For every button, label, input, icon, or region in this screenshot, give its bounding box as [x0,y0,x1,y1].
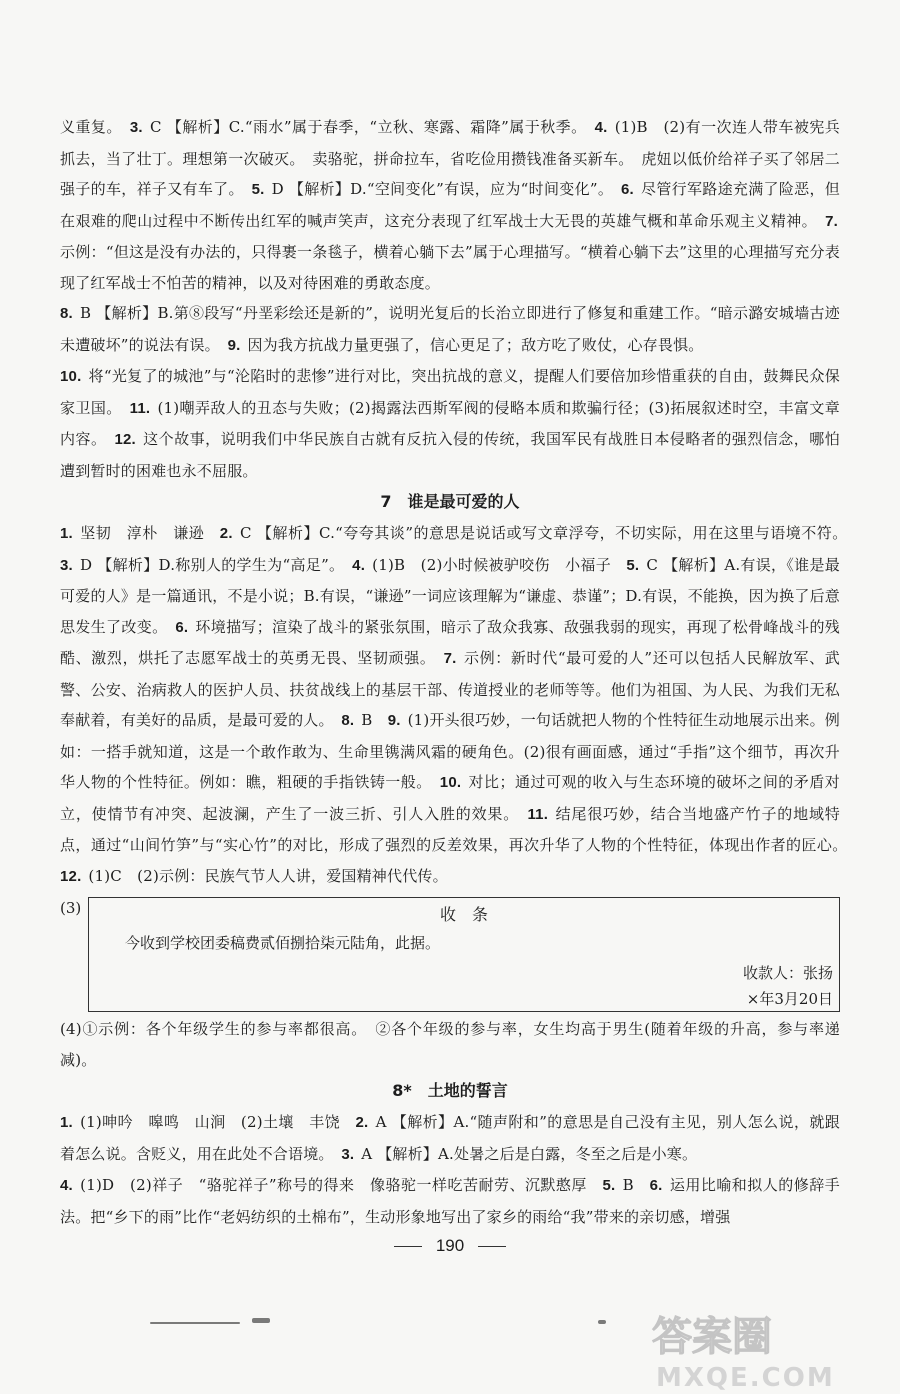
section-heading: 7 谁是最可爱的人 [380,492,520,511]
question-number: 6. [621,181,634,198]
answer-text: C 【解析】C.“夸夸其谈”的意思是说话或写文章浮夸，不切实际，用在这里与语境不符。 [234,524,856,542]
question-number: 12. [114,431,136,448]
question-number: 7. [825,212,838,230]
answer-text: (1)B (2)小时候被驴咬伤 小福子 [367,555,627,574]
answer-text: (4)①示例：各个年级学生的参与率都很高。 ②各个年级的参与率，女生均高于男生(随着年级的升高，参与率递减)。 [60,1020,840,1069]
answer-text: (1)C (2)示例：民族气节人人讲，爱国精神代代传。 [83,866,448,885]
question-number: 5. [602,1177,616,1194]
answer-text: (1)开头很巧妙，一句话就把人物的个性特征生动地展示出来。例如：一搭手就知道，这是一个敢作敢为、生命里镌满风霜的硬角色。(2)很有画面感，通过“手指”这个细节，再次升华人物的个性特征。例如：瞧，粗硬的手指铁铸一般。 [60,711,840,791]
receipt-date: ×年3月20日 [746,990,833,1008]
answer-text: 这个故事，说明我们中华民族自古就有反抗入侵的传统，我国军民有战胜日本侵略者的强烈信念，哪怕遭到暂时的困难也永不屈服。 [60,430,840,480]
watermark-logo [646,1306,886,1390]
answer-paragraph [60,518,856,892]
answer-text: 义重复。 [60,118,130,136]
question-number: 2. [355,1114,369,1131]
answer-text: (1)呻吟 嗥鸣 山涧 (2)土壤 丰饶 [74,1113,356,1131]
question-number: 4. [594,119,608,136]
question-number: 2. [219,525,233,542]
receipt-row [60,897,840,1014]
question-number: 3. [341,1145,355,1163]
question-number: 10. [60,368,82,385]
question-number: 10. [439,774,462,791]
scan-smudge [598,1320,606,1324]
question-number: 8. [341,712,355,729]
question-number: 3. [60,556,73,574]
answer-text: B 【解析】B.第⑧段写“丹垩彩绘还是新的”，说明光复后的长治立即进行了修复和重建工作。“暗示潞安城墙古迹未遭破坏”的说法有误。 [60,304,840,354]
answer-text: 运用比喻和拟人的修辞手法。把“乡下的雨”比作“老妈纺织的土棉布”，生动形象地写出了家乡的雨给“我”带来的亲切感，增强 [60,1176,840,1226]
question-number: 5. [626,556,640,574]
question-number: 11. [527,805,549,823]
answer-text: 对比；通过可观的收入与生态环境的破坏之间的矛盾对立，使情节有冲突、起波澜，产生了一波三折、引人入胜的效果。 [60,773,840,823]
question-number: 9. [227,336,241,354]
question-number: 6. [649,1177,663,1194]
answer-text: D 【解析】D.称别人的学生为“高足”。 [74,555,353,574]
answer-text: 尽管行军路途充满了险恶，但在艰难的爬山过程中不断传出红军的喊声笑声，这充分表现了红军战士大无畏的英雄气概和革命乐观主义精神。 [60,180,841,230]
answer-paragraph [60,1170,840,1232]
question-number: 3. [129,119,143,136]
answer-paragraph [60,298,840,361]
answer-text: (1)嘲弄敌人的丑态与失败；(2)揭露法西斯军阀的侵略本质和欺骗行径；(3)拓展叙述时空，丰富文章内容。 [60,398,840,448]
question-number: 1. [60,1114,73,1131]
answer-paragraph [60,361,840,486]
answer-text: B [617,1176,650,1194]
page-number: 190 [435,1236,465,1255]
question-number: 4. [352,556,366,574]
watermark-top-text: 答案圈 [652,1314,772,1360]
answer-paragraph [60,1014,840,1075]
question-number: 8. [60,305,73,322]
answer-paragraph [60,1107,840,1170]
answer-text: B [356,711,388,729]
receipt-body: 今收到学校团委稿费贰佰捌拾柒元陆角，此据。 [125,934,441,952]
answer-text: 因为我方抗战力量更强了，信心更足了；敌方吃了败仗，心存畏惧。 [242,335,704,354]
question-number: 6. [175,618,189,636]
watermark-bottom-text: MXQE.COM [656,1363,835,1390]
answer-paragraph [60,112,840,298]
question-number: 5. [251,181,265,198]
page-number-footer [0,1236,900,1256]
answer-text: A 【解析】A.“随声附和”的意思是自己没有主见，别人怎么说，就跟着怎么说。含贬义，用在此处不合语境。 [60,1113,840,1163]
question-number: 9. [387,712,401,729]
answer-content [60,112,856,1232]
answer-text: C 【解析】A.有误，《谁是最可爱的人》是一篇通讯，不是小说；B.有误，“谦逊”一词应该理解为“谦虚、恭谨”；D.有误，不能换，因为换了后意思发生了改变。 [60,555,840,636]
scan-smudge [150,1322,240,1324]
answer-text: A 【解析】A.处暑之后是白露，冬至之后是小寒。 [356,1144,698,1163]
answer-text: C 【解析】C.“雨水”属于春季，“立秋、寒露、霜降”属于秋季。 [144,118,595,136]
right-dash [478,1246,506,1247]
answer-text: 示例：新时代“最可爱的人”还可以包括人民解放军、武警、公安、治病救人的医护人员、扶贫战线上的基层干部、传道授业的老师等等。他们为祖国、为人民、为我们无私奉献着，有美好的品质，是最可爱的人。 [60,649,840,729]
answer-text: 示例：“但这是没有办法的，只得裹一条毯子，横着心躺下去”属于心理描写。“横着心躺下去”这里的心理描写充分表现了红军战士不怕苦的精神，以及对待困难的勇敢态度。 [60,243,840,292]
answer-text: 环境描写；渲染了战斗的紧张氛围，暗示了敌众我寡、敌强我弱的现实，再现了松骨峰战斗的残酷、激烈，烘托了志愿军战士的英勇无畏、坚韧顽强。 [60,617,841,667]
answer-text: (1)B (2)有一次连人带车被宪兵抓去，当了壮丁。理想第一次破灭。 卖骆驼，拼命拉车，省吃俭用攒钱准备买新车。 虎妞以低价给祥子买了邻居二强子的车，祥子又有车了。 [60,118,840,198]
answer-text: 结尾很巧妙，结合当地盛产竹子的地域特点，通过“山间竹笋”与“实心竹”的对比，形成了强烈的反差效果，再次升华了人物的个性特征，体现出作者的匠心。 [60,804,856,854]
answer-text: 将“光复了的城池”与“沦陷时的悲惨”进行对比，突出抗战的意义，提醒人们要倍加珍惜重获的自由，鼓舞民众保家卫国。 [60,367,840,417]
scan-smudge [252,1318,270,1323]
question-number: 7. [443,650,457,667]
answer-text: D 【解析】D.“空间变化”有误，应为“时间变化”。 [266,180,622,198]
answer-text: 坚韧 淳朴 谦逊 [74,524,220,542]
question-number: 1. [60,525,73,542]
receipt-signature: 收款人：张扬 [742,964,833,982]
question-number: 4. [60,1177,73,1194]
receipt-box [88,897,840,1012]
left-dash [394,1246,422,1247]
question-number: 12. [60,867,82,885]
watermark-logo-graphic [646,1306,886,1390]
receipt-title: 收条 [439,905,504,924]
receipt-index: (3) [60,899,82,917]
section-heading: 8* 土地的誓言 [392,1081,508,1100]
answer-text: (1)D (2)祥子 “骆驼祥子”称号的得来 像骆驼一样吃苦耐劳、沉默憨厚 [74,1176,603,1194]
question-number: 11. [129,399,151,417]
